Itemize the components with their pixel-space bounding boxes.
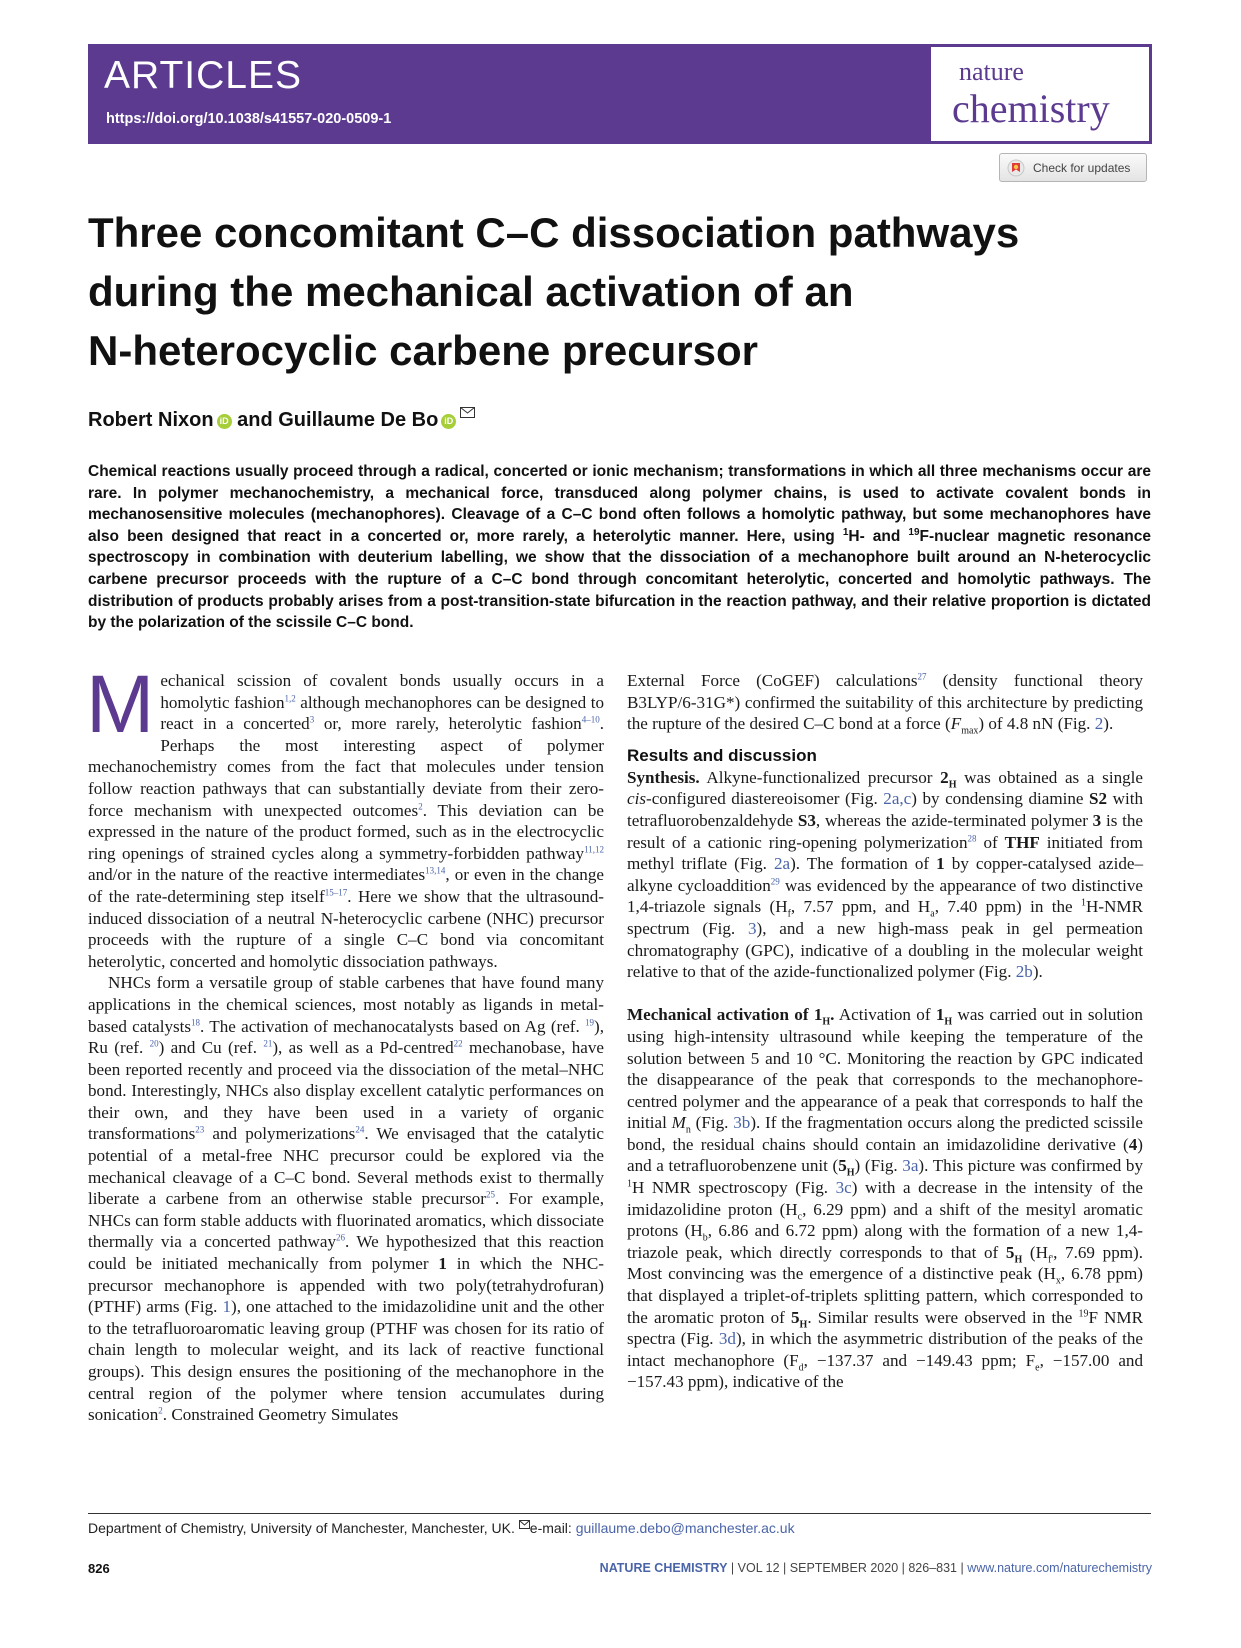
right-column <box>627 670 1143 1393</box>
journal-url[interactable]: www.nature.com/naturechemistry <box>967 1561 1152 1575</box>
figure-link[interactable]: 2 <box>1094 714 1104 734</box>
citation[interactable]: 3 <box>309 714 315 725</box>
section-label: ARTICLES <box>104 54 303 97</box>
crossmark-icon <box>1007 159 1025 177</box>
journal-logo[interactable] <box>931 47 1149 141</box>
figure-link[interactable]: 1 <box>222 1297 232 1317</box>
citation[interactable]: 2 <box>158 1405 163 1416</box>
orcid-icon[interactable]: iD <box>441 414 456 429</box>
citation[interactable]: 20 <box>149 1038 159 1049</box>
author-list <box>88 407 475 432</box>
mail-icon <box>519 1520 530 1529</box>
check-updates-label: Check for updates <box>1033 161 1131 175</box>
email-link[interactable]: guillaume.debo@manchester.ac.uk <box>575 1520 795 1536</box>
citation[interactable]: 27 <box>917 671 927 682</box>
citation[interactable]: 18 <box>191 1016 201 1027</box>
figure-link[interactable]: 3c <box>835 1178 852 1198</box>
citation[interactable]: 29 <box>770 876 780 887</box>
figure-link[interactable]: 3d <box>718 1329 736 1349</box>
citation[interactable]: 23 <box>195 1124 205 1135</box>
citation[interactable]: 13,14 <box>425 865 446 876</box>
citation[interactable]: 4–10 <box>581 714 600 725</box>
title-line: Three concomitant C–C dissociation pathways <box>88 209 1020 256</box>
citation[interactable]: 11,12 <box>584 844 604 855</box>
paragraph: Mechanical scission of covalent bonds usually occurs in a homolytic fashion$^{1,2}$ although mechanophores can be designed to react in a concerted$^3$ or, more rarely, heterolytic fashion$^{4-10}$. Perhaps the most interesting aspect of polymer mechanochemistry comes from the fact that molecules under tension follow reaction pathways that can substantially deviate from their zero-force mechanism with unexpected outcomes$^2$. This deviation can be expressed in the nature of the product formed, such as in the electrocyclic ring openings of strained cycles along a symmetry-forbidden pathway$^{11,12}$ and/or in the nature of the reactive intermediates$^{13,14}$, or even in the change of the rate-determining step itself$^{15-17}$. Here we show that the ultrasound-induced dissociation of a neutral N-heterocyclic carbene (NHC) precursor proceeds with the rupture of a single C–C bond via concomitant heterolytic, concerted and homolytic dissociation pathways. <box>86 659 605 971</box>
run-in-heading: Mechanical activation of 1 <box>627 1005 823 1025</box>
paragraph: Synthesis. Alkyne-functionalized precursor $2_H$ was obtained as a single cis-configured diastereoisomer (Fig. 2a,c) by condensing diamine S2 with tetrafluorobenzaldehyde S3, whereas the azide-terminated polymer 3 is the result of a cationic ring-opening polymerization$^{28}$ of THF initiated from methyl triflate (Fig. 2a). The formation of 1 by copper-catalysed azide–alkyne cycloaddition$^{29}$ was evidenced by the appearance of two distinctive 1,4-triazole signals ($H_f$, 7.57 ppm, and $H_a$, 7.40 ppm) in the $^1$H-NMR spectrum (Fig. 3), and a new high-mass peak in gel permeation chromatography (GPC), indicative of a doubling in the molecular weight relative to that of the azide-functionalized polymer (Fig. 2b). <box>627 767 1144 982</box>
paragraph: NHCs form a versatile group of stable carbenes that have found many applications in the chemical sciences, most notably as ligands in metal-based catalysts$^{18}$. The activation of mechanocatalysts based on Ag (ref. $^{19}$), Ru (ref. $^{20}$) and Cu (ref. $^{21}$), as well as a Pd-centred$^{22}$ mechanobase, have been reported recently and proceed via the dissociation of the metal–NHC bond. Interestingly, NHCs also display excellent catalytic performances on their own, and they have been used in a variety of organic transformations$^{23}$ and polymerizations$^{24}$. We envisaged that the catalytic potential of a metal-free NHC precursor could be explored via the mechanical cleavage of a C–C bond. Several methods exist to thermally liberate a carbene from an otherwise stable precursor$^{25}$. For example, NHCs can form stable adducts with fluorinated aromatics, which dissociate thermally via a concerted pathway$^{26}$. We hypothesized that this reaction could be initiated mechanically from polymer 1 in which the NHC-precursor mechanophore is appended with two poly(tetrahydrofuran) (PTHF) arms (Fig. 1), one attached to the imidazolidine unit and the other to the tetrafluoroaromatic leaving group (PTHF was chosen for its ratio of chain length to molecular weight, and its lack of reactive functional groups). This design ensures the positioning of the mechanophore in the central region of the polymer where tension accumulates during sonication$^2$. Constrained Geometry Simulates <box>88 973 605 1425</box>
citation[interactable]: 28 <box>967 832 977 843</box>
logo-chemistry-text: chemistry <box>952 86 1110 131</box>
figure-link[interactable]: 3a <box>902 1156 919 1176</box>
figure-link[interactable]: 3 <box>747 918 757 938</box>
author-name[interactable]: Guillaume De Bo <box>278 409 439 431</box>
footer-rule <box>88 1513 1151 1514</box>
journal-banner <box>88 44 1152 144</box>
citation[interactable]: 15–17 <box>324 887 348 898</box>
paragraph: External Force (CoGEF) calculations$^{27}$ (density functional theory B3LYP/6-31G*) confirmed the suitability of this architecture by predicting the rupture of the desired C–C bond at a force $(F_{max})$ of 4.8 nN (Fig. 2). <box>627 671 1143 737</box>
citation[interactable]: 19 <box>585 1016 595 1027</box>
mail-icon[interactable] <box>460 407 475 418</box>
citation[interactable]: 26 <box>336 1232 345 1243</box>
left-column <box>86 659 605 1426</box>
journal-footer: NATURE CHEMISTRY | VOL 12 | SEPTEMBER 2020 | 826–831 | www.nature.com/naturechemistry <box>599 1561 1152 1575</box>
figure-link[interactable]: 2b <box>1015 962 1033 982</box>
figure-link[interactable]: 2a,c <box>883 789 912 809</box>
article-title <box>88 203 1168 380</box>
doi-link[interactable]: https://doi.org/10.1038/s41557-020-0509-1 <box>106 111 392 127</box>
citation[interactable]: 24 <box>355 1124 365 1135</box>
abstract: Chemical reactions usually proceed through a radical, concerted or ionic mechanism; transformations in which all three mechanisms occur are rare. In polymer mechanochemistry, a mechanical force, transduced along polymer chains, is used to activate covalent bonds in mechanosensitive molecules (mechanophores). Cleavage of a C–C bond often follows a homolytic pathway, but some mechanophores have also been designed that react in a concerted or, more rarely, a heterolytic manner. Here, using $^1$H- and $^{19}$F-nuclear magnetic resonance spectroscopy in combination with deuterium labelling, we show that the dissociation of a mechanophore built around an N-heterocyclic carbene precursor proceeds with the rupture of a C–C bond through concomitant heterolytic, concerted and homolytic pathways. The distribution of products probably arises from a post-transition-state bifurcation in the reaction pathway, and their relative proportion is dictated by the polarization of the scissile C–C bond. <box>88 463 1152 632</box>
author-conjunction: and <box>237 409 273 431</box>
check-for-updates-button[interactable] <box>999 153 1147 182</box>
title-line: N-heterocyclic carbene precursor <box>88 327 758 374</box>
logo-nature-text: nature <box>959 57 1024 86</box>
figure-link[interactable]: 3b <box>733 1113 751 1133</box>
citation[interactable]: 22 <box>453 1038 463 1049</box>
citation[interactable]: 21 <box>263 1038 273 1049</box>
orcid-icon[interactable]: iD <box>217 414 232 429</box>
page-number: 826 <box>88 1561 110 1576</box>
citation[interactable]: 2 <box>418 800 423 811</box>
drop-cap: M <box>86 659 155 750</box>
affiliation: Department of Chemistry, University of Manchester, Manchester, UK. e-mail: guillaume.debo@manchester.ac.uk <box>88 1520 795 1536</box>
journal-name: NATURE CHEMISTRY <box>599 1561 728 1575</box>
run-in-heading: Synthesis. <box>627 767 700 787</box>
paragraph: Mechanical activation of $1_H$. Activation of $1_H$ was carried out in solution using high-intensity ultrasound while keeping the temperature of the solution between 5 and 10 °C. Monitoring the reaction by GPC indicated the disappearance of the peak that corresponds to the mechanophore-centred polymer and the appearance of a peak that corresponds to half the initial $M_n$ (Fig. 3b). If the fragmentation occurs along the predicted scissile bond, the residual chains should contain an imidazolidine derivative (4) and a tetrafluorobenzene unit $(5_H)$ (Fig. 3a). This picture was confirmed by $^1$H NMR spectroscopy (Fig. 3c) with a decrease in the intensity of the imidazolidine proton ($H_c$, 6.29 ppm) and a shift of the mesityl aromatic protons ($H_b$, 6.86 and 6.72 ppm) along with the formation of a new 1,4-triazole peak, which directly corresponds to that of $5_H$ ($H_{f'}$, 7.69 ppm). Most convincing was the emergence of a distinctive peak ($H_x$, 6.78 ppm) that displayed a triplet-of-triplets splitting pattern, which corresponded to the aromatic proton of $5_H$. Similar results were observed in the $^{19}$F NMR spectra (Fig. 3d), in which the asymmetric distribution of the peaks of the intact mechanophore ($F_d$, −137.37 and −149.43 ppm; $F_e$, −157.00 and −157.43 ppm), indicative of the <box>627 1005 1144 1392</box>
figure-link[interactable]: 2a <box>773 854 791 874</box>
author-name[interactable]: Robert Nixon <box>88 409 214 431</box>
citation[interactable]: 1,2 <box>284 692 296 703</box>
citation[interactable]: 25 <box>486 1189 495 1200</box>
section-heading: Results and discussion <box>627 745 817 765</box>
title-line: during the mechanical activation of an <box>88 268 854 315</box>
